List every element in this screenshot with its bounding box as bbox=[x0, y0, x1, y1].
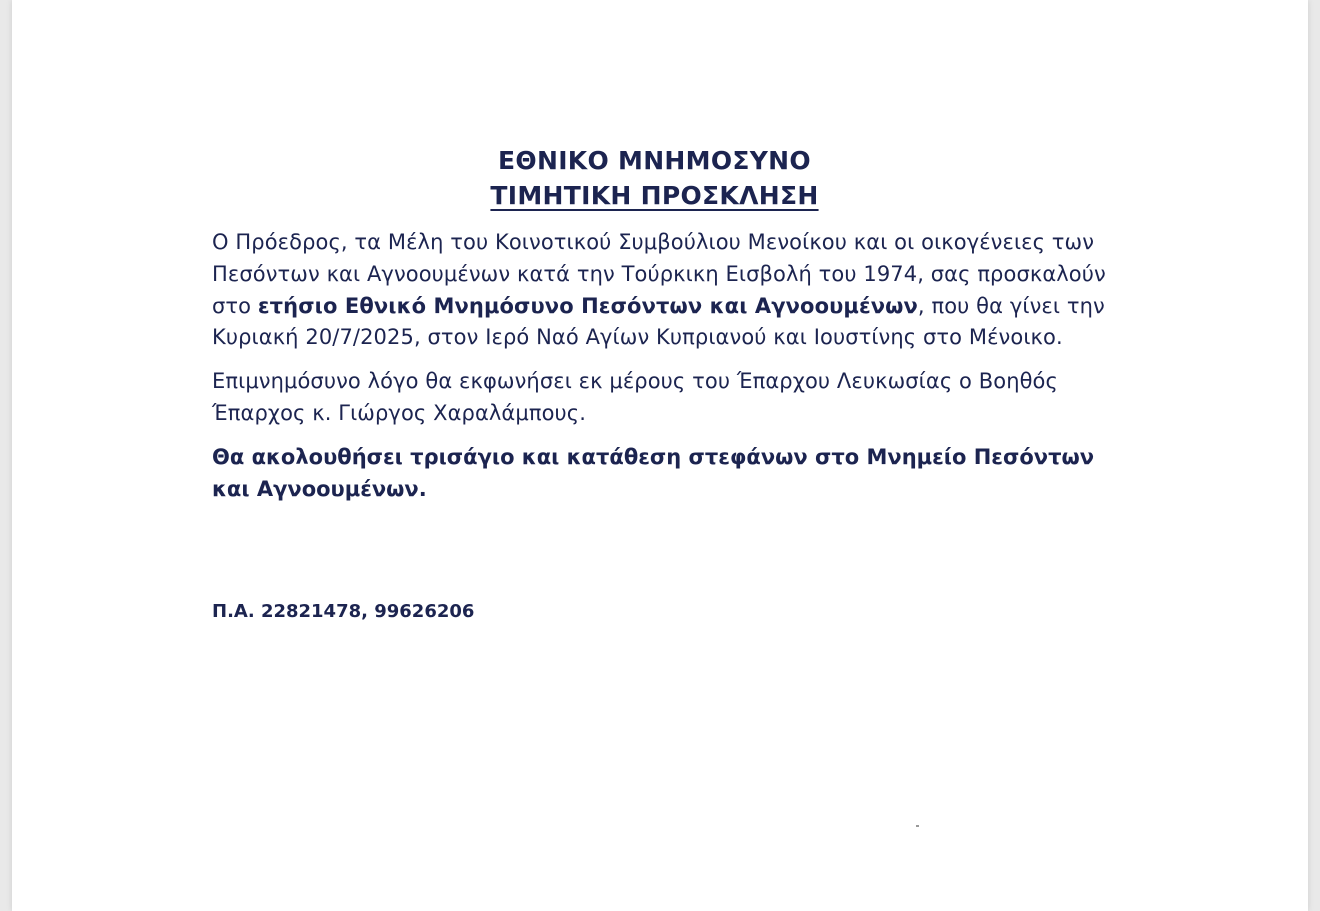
ceremony-paragraph: Θα ακολουθήσει τρισάγιο και κατάθεση στεφάνων στο Μνημείο Πεσόντων και Αγνοουμένων. bbox=[212, 444, 1095, 501]
invitation-text-start: Ο Πρόεδρος, τα Μέλη του Κοινοτικού Συμβούλιου Μενοίκου και οι οικογένειες των Πεσόντων και Αγνοουμένων κατά την Τούρκικη Εισβολή του 1974, σας προσκαλούν στο bbox=[212, 230, 1106, 318]
document-title: ΕΘΝΙΚΟ ΜΝΗΜΟΣΥΝΟ bbox=[498, 146, 811, 175]
invitation-event-name: ετήσιο Εθνικό Μνημόσυνο Πεσόντων και Αγνοουμένων bbox=[257, 293, 918, 318]
contact-phones: Π.Α. 22821478, 99626206 bbox=[212, 601, 475, 622]
invitation-text-end: , που θα γίνει την Κυριακή 20/7/2025, στον Ιερό Ναό Αγίων Κυπριανού και Ιουστίνης στο Μένοικο. bbox=[212, 293, 1105, 350]
document-page bbox=[12, 0, 1308, 911]
document-body bbox=[202, 143, 1107, 505]
subtitle-text: ΤΙΜΗΤΙΚΗ ΠΡΟΣΚΛΗΣΗ bbox=[490, 181, 819, 210]
scan-speck bbox=[916, 825, 919, 827]
invitation-paragraph bbox=[202, 227, 1107, 354]
document-subtitle bbox=[202, 178, 1107, 213]
speech-paragraph: Επιμνημόσυνο λόγο θα εκφωνήσει εκ μέρους του Έπαρχου Λευκωσίας ο Βοηθός Έπαρχος κ. Γιώργος Χαραλάμπους. bbox=[212, 369, 1058, 425]
